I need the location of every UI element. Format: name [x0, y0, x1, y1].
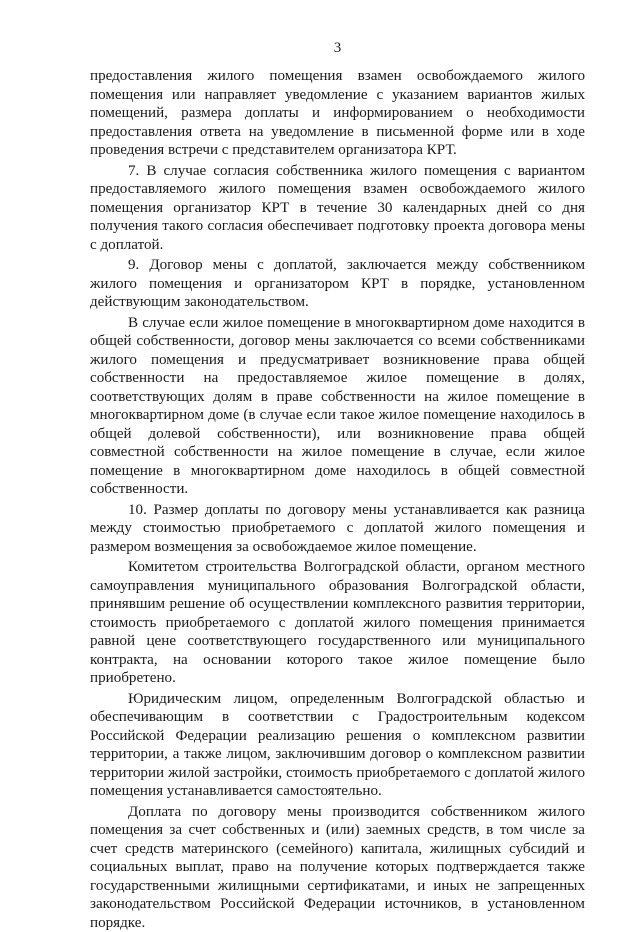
- paragraph-item-9: 9. Договор мены с доплатой, заключается между собственником жилого помещения и организатором КРТ в порядке, установленном действующим законодательством.: [90, 256, 585, 312]
- paragraph-item-7: 7. В случае согласия собственника жилого помещения с вариантом предоставляемого жилого помещения взамен освобождаемого жилого помещения организатор КРТ в течение 30 календарных дней со дня получения такого согласия обеспечивает подготовку проекта договора мены с доплатой.: [90, 162, 585, 255]
- paragraph-construction-committee: Комитетом строительства Волгоградской области, органом местного самоуправления муниципального образования Волгоградской области, принявшим решение об осуществлении комплексного развития территории, стоимость приобретаемого с доплатой жилого помещения принимается равной цене соответствующего государственного или муниципального контракта, на основании которого такое жилое помещение было приобретено.: [90, 558, 585, 688]
- paragraph-payment-sources: Доплата по договору мены производится собственником жилого помещения за счет собственных и (или) заемных средств, в том числе за счет средств материнского (семейного) капитала, жилищных субсидий и социальных выплат, право на получение которых подтверждается также государственными жилищными сертификатами, и иных не запрещенных законодательством Российской Федерации источников, в установленном порядке.: [90, 803, 585, 932]
- paragraph-continuation: предоставления жилого помещения взамен освобождаемого жилого помещения или направляет уведомление с указанием вариантов жилых помещений, размера доплаты и информированием о необходимости предоставления ответа на уведомление в письменной форме или в ходе проведения встречи с представителем организатора КРТ.: [90, 67, 585, 160]
- paragraph-common-ownership: В случае если жилое помещение в многоквартирном доме находится в общей собственности, договор мены заключается со всеми собственниками жилого помещения и предусматривает возникновение права общей собственности на предоставляемое жилое помещение в долях, соответствующих долям в праве собственности на жилое помещение в многоквартирном доме (в случае если такое жилое помещение находилось в общей долевой собственности), или возникновение права общей совместной собственности на жилое помещение в случае, если жилое помещение в многоквартирном доме находилось в общей совместной собственности.: [90, 314, 585, 499]
- paragraph-item-10: 10. Размер доплаты по договору мены устанавливается как разница между стоимостью приобретаемого с доплатой жилого помещения и размером возмещения за освобождаемое жилое помещение.: [90, 501, 585, 557]
- paragraph-legal-entity: Юридическим лицом, определенным Волгоградской областью и обеспечивающим в соответствии с Градостроительным кодексом Российской Федерации реализацию решения о комплексном развитии территории, а также лицом, заключившим договор о комплексном развитии территории жилой застройки, стоимость приобретаемого с доплатой жилого помещения устанавливается самостоятельно.: [90, 690, 585, 801]
- page-number: 3: [90, 40, 585, 56]
